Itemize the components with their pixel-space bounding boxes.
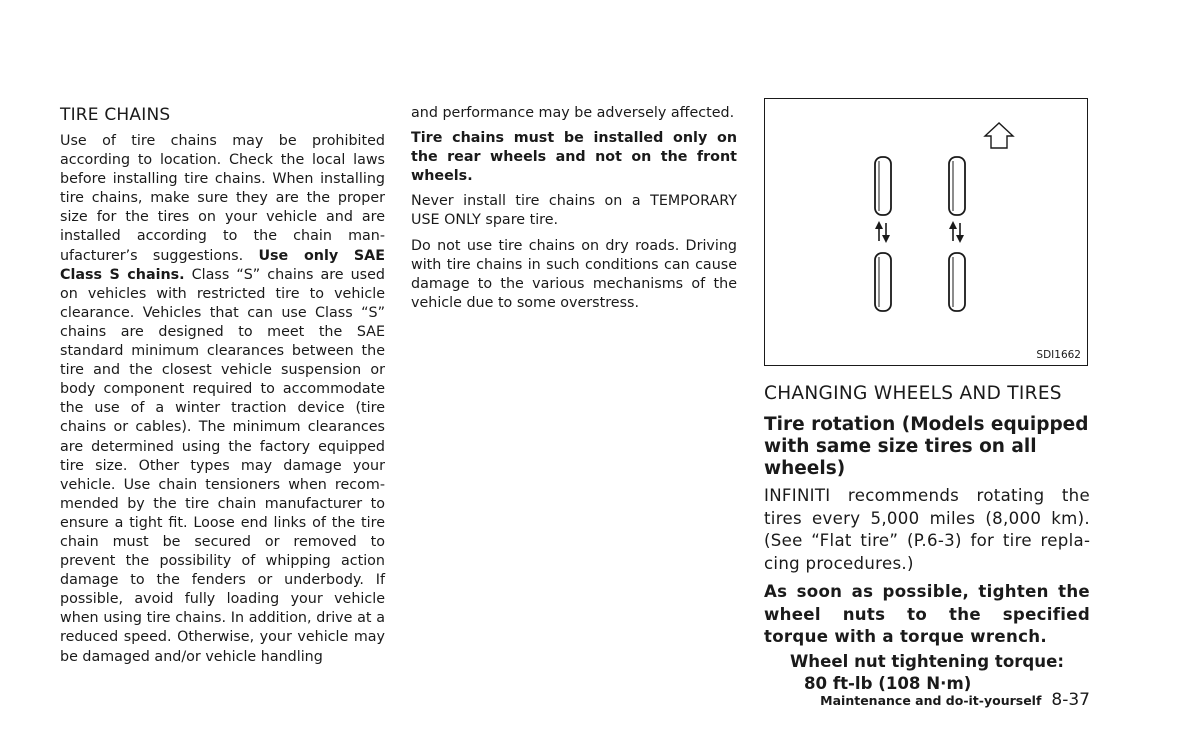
tire-front-right-icon xyxy=(949,157,965,215)
swap-arrows-right-icon xyxy=(949,221,964,243)
paragraph-tire-chains-intro: Use of tire chains may be prohibited according to location. Check the local laws before installing tire chains. When installing tire chains, make sure they are the proper size for the tires on your vehicle and are installed according to the chain manufacturer’s suggestions. Use only SAE Class S chains. Class “S” chains are used on vehicles with restricted tire to vehicle clearance. Vehicles that can use Class “S” chains are designed to meet the SAE standard minimum clearances between the tire and the closest vehicle suspension or body component required to accommodate the use of a winter traction device (tire chains or cables). The minimum clearances are determined using the factory equipped tire size. Other types may damage your vehicle. Use chain tensioners when recommended by the tire chain manufacturer to ensure a tight fit. Loose end links of the tire chain must be secured or removed to prevent the possibility of whipping action damage to the fenders or underbody. If possible, avoid fully loading your vehicle when using tire chains. In addition, drive at a reduced speed. Otherwise, your vehicle may be damaged and/or vehicle handling xyxy=(60,133,385,665)
paragraph-rotation-interval: INFINITI recommends rotating the tires every 5,000 miles (8,000 km). (See “Flat tire” (P.6-3) for tire replacing procedures.) xyxy=(764,486,1090,573)
front-direction-arrow-icon xyxy=(985,123,1013,148)
page-footer xyxy=(764,690,1090,710)
torque-value: 80 ft-lb (108 N·m) xyxy=(804,674,972,693)
paragraph-dry-roads: Do not use tire chains on dry roads. Driving with tire chains in such conditions can cause damage to the various mechanisms of the vehicle due to some overstress. xyxy=(411,237,737,311)
column-right xyxy=(764,98,1090,696)
tire-rear-right-icon xyxy=(949,253,965,311)
section-title-tire-chains: TIRE CHAINS xyxy=(60,105,171,125)
column-middle xyxy=(411,104,737,313)
figure-id: SDI1662 xyxy=(1036,349,1081,361)
tire-rotation-figure xyxy=(764,98,1088,366)
torque-label: Wheel nut tightening torque: xyxy=(790,651,1064,671)
paragraph-spare-tire: Never install tire chains on a TEMPORARY USE ONLY spare tire. xyxy=(411,193,737,229)
warning-rear-wheels: Tire chains must be installed only on the rear wheels and not on the front wheels. xyxy=(411,130,737,185)
tire-rotation-diagram xyxy=(765,99,1089,367)
bold-sae-class-s: Use only SAE Class S chains. xyxy=(60,247,385,283)
tire-rear-left-icon xyxy=(875,253,891,311)
tire-front-left-icon xyxy=(875,157,891,215)
column-left xyxy=(60,104,385,667)
paragraph-continuation: and performance may be adversely affected. xyxy=(411,105,735,121)
subsection-title-tire-rotation: Tire rotation (Models equipped with same size tires on all wheels) xyxy=(764,414,1089,479)
page-number: 8-37 xyxy=(1051,690,1090,710)
section-title-changing-wheels: CHANGING WHEELS AND TIRES xyxy=(764,383,1062,404)
swap-arrows-left-icon xyxy=(875,221,890,243)
warning-tighten-nuts: As soon as possible, tighten the wheel nuts to the specified torque with a torque wrench. xyxy=(764,582,1090,646)
footer-section-name: Maintenance and do-it-yourself xyxy=(820,693,1042,708)
